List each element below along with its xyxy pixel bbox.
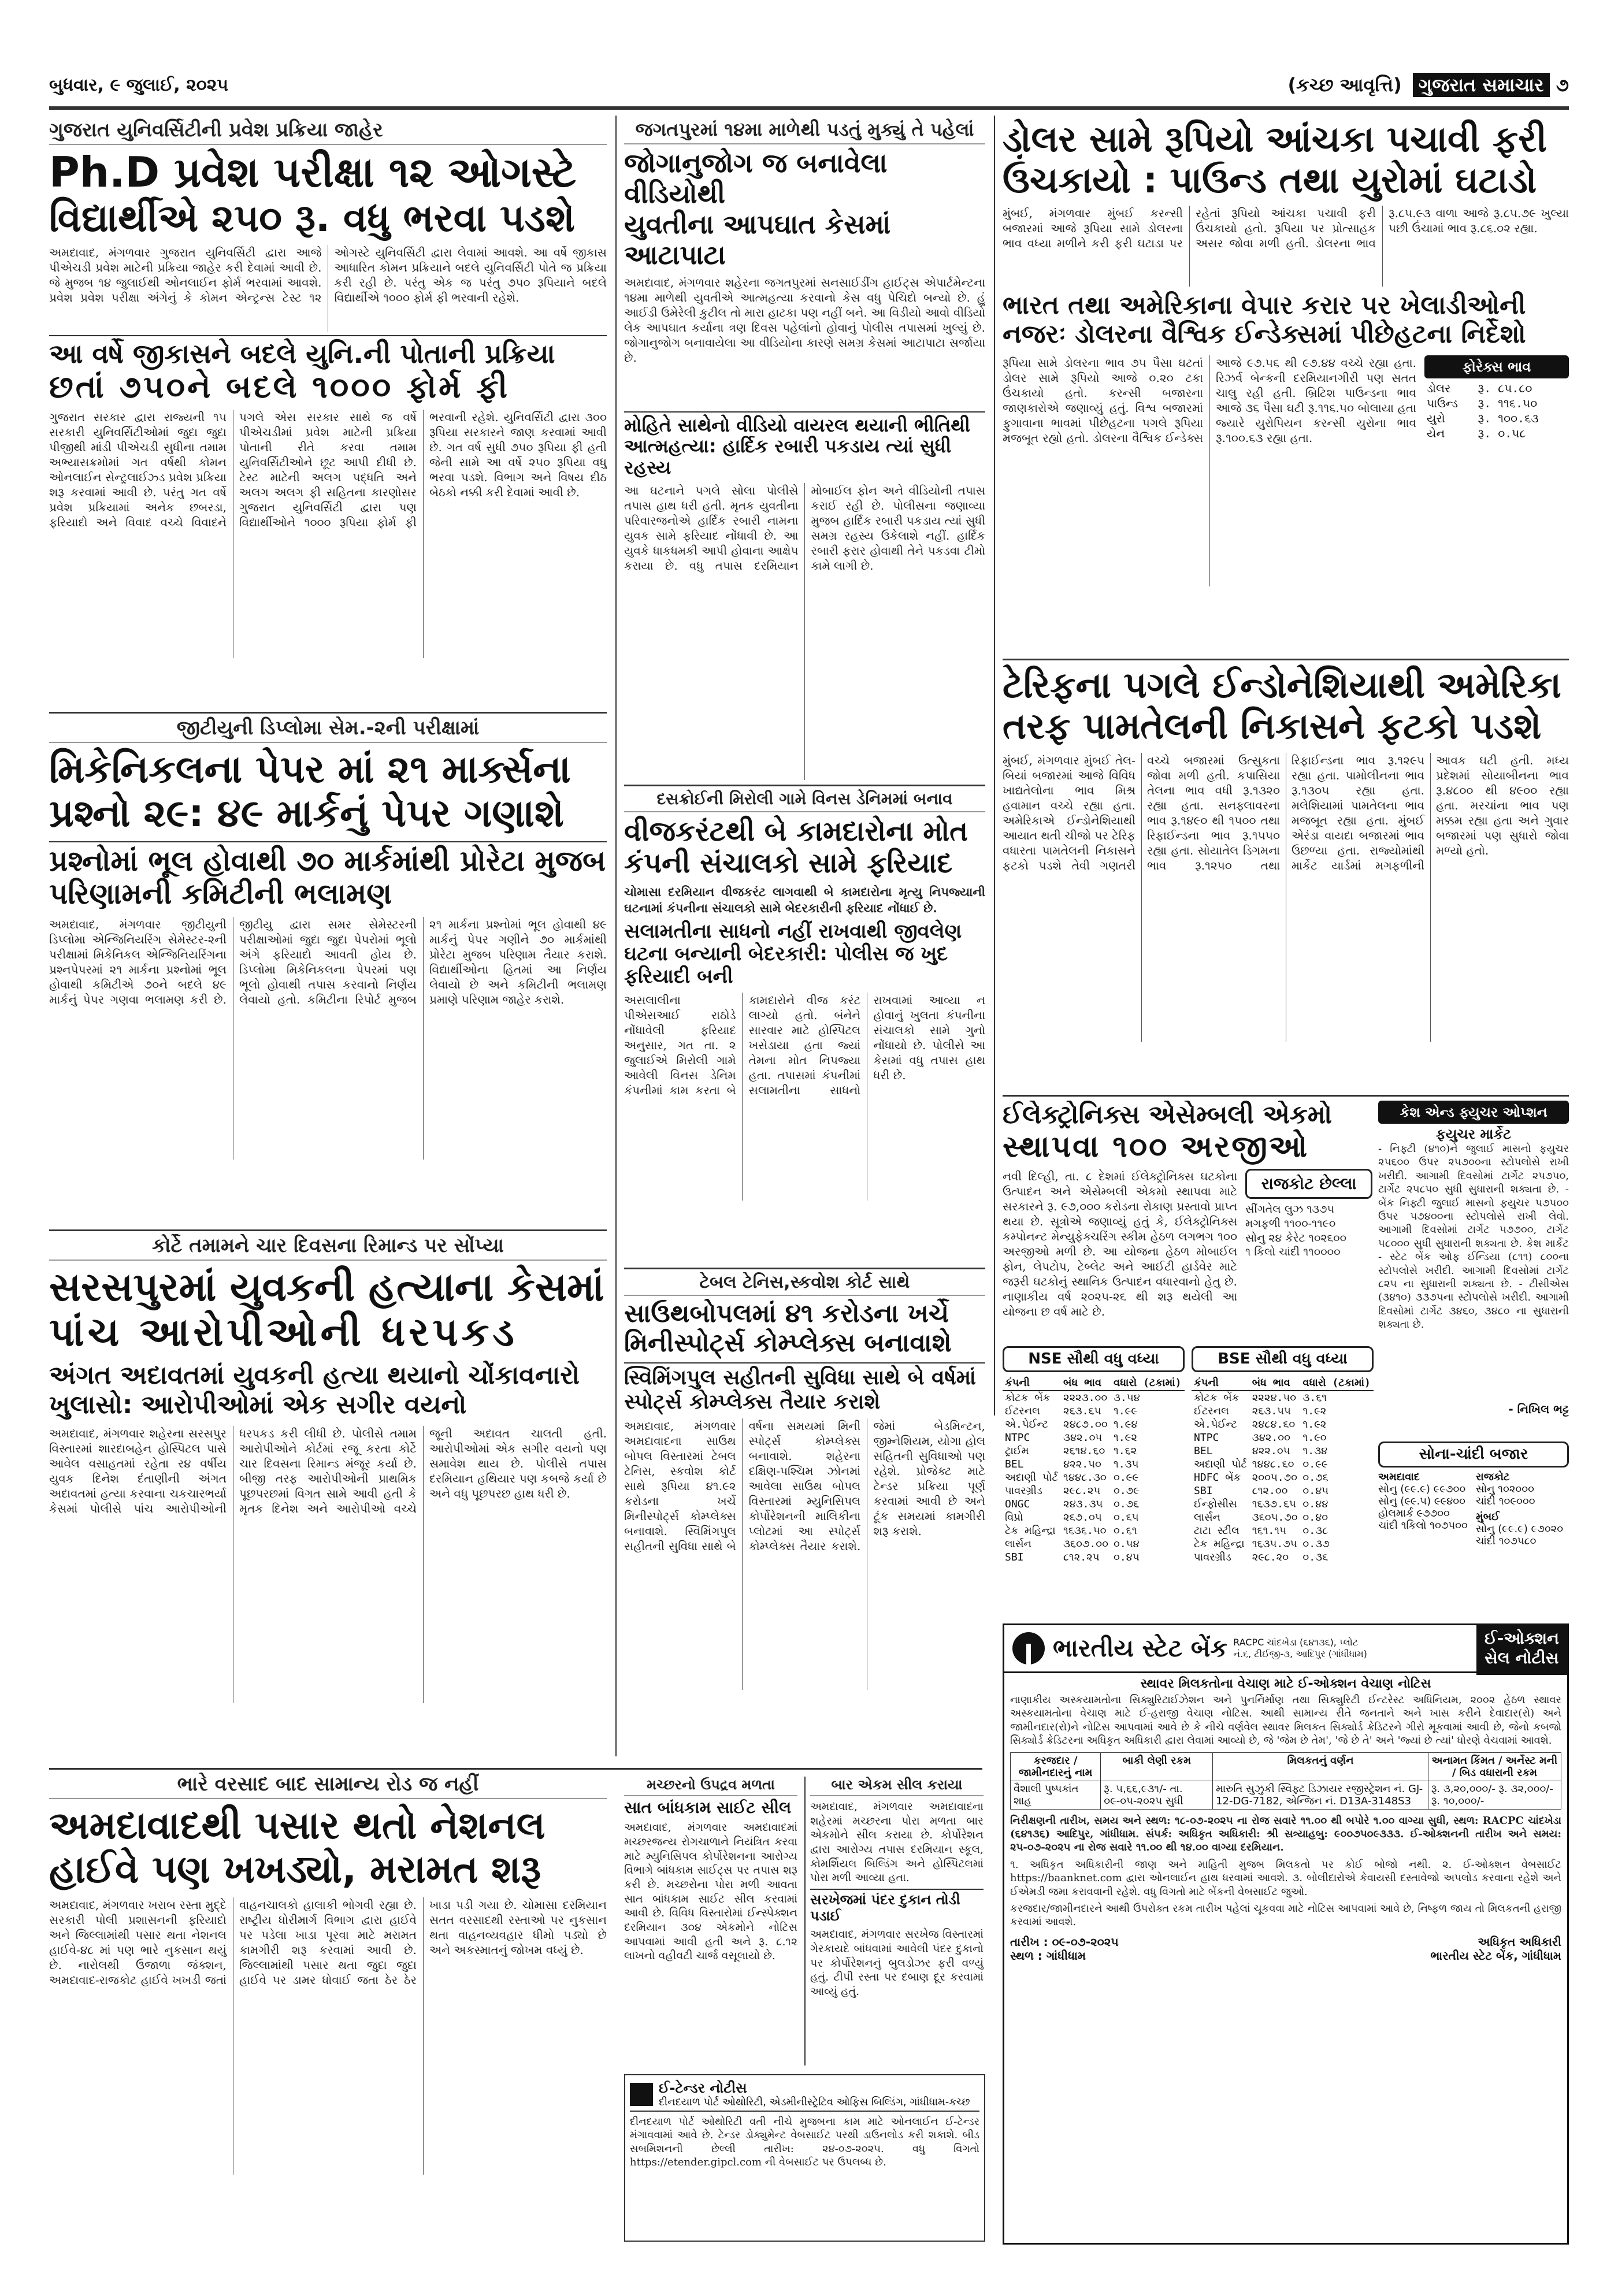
divider	[1003, 1095, 1569, 1097]
signatory: ભારતીય સ્ટેટ બેંક, ગાંધીધામ	[1430, 1948, 1561, 1963]
article-seal-sites	[624, 1777, 797, 2065]
rate-line: હોલમાર્ક ૯૭૭૦૦	[1378, 1507, 1450, 1519]
table-cell: રૂ. ૧૦૦.૬૩	[1478, 411, 1539, 425]
table-cell: ૨૯૮.૨૦	[1252, 1551, 1289, 1563]
nse-title: NSE સૌથી વધુ વધ્યા	[1003, 1346, 1185, 1372]
table-row	[1192, 1391, 1374, 1405]
forex-table	[1424, 381, 1569, 441]
article-seal-units	[810, 1777, 984, 2065]
table-cell: ૧.૯૨	[1302, 1418, 1327, 1431]
auction-schedule: નિરીક્ષણની તારીખ, સમય અને સ્થળ: ૧૮-૦૭-૨૦૨૫ ના રોજ સવારે ૧૧.૦૦ થી બપોરે ૧.૦૦ વાગ્યા સુધી, સ્થળ: RACPC ચાંદખેડા (૬૪૧૩૬) આદિપુર, ગાંધીધામ. સંપર્ક: અધિકૃત અધિકારી: શ્રી સત્ર્યાહબુ: ૯૦૦૭૫૦૯૩૩૩. ઈ-ઓક્શનની તારીખ અને સમય: ૨૫-૦૭-૨૦૨૫ ના રોજ સવારે ૧૧.૦૦ થી ૧૪.૦૦ વાગ્યા દરમિયાન.	[1010, 1814, 1561, 1854]
table-cell: ૨૪૩.૩૫	[1063, 1498, 1103, 1510]
table-cell: પાવરગ્રીડ	[1005, 1485, 1042, 1497]
kicker: જગતપુરમાં ૧૪મા માળેથી પડતું મુક્યું તે પહેલાં	[624, 118, 985, 144]
table-cell: ૧૬૩૭.૬૫	[1252, 1498, 1296, 1510]
table-cell: ૨૪૮૭.૦૦	[1063, 1418, 1108, 1431]
table-row	[1192, 1484, 1374, 1498]
table-cell: ઈટરનલ	[1194, 1405, 1229, 1417]
table-row	[1192, 1444, 1374, 1458]
table-row	[1192, 1537, 1374, 1551]
subheadline: સ્વિમિંગપુલ સહીતની સુવિધા સાથે બે વર્ષમાં સ્પોર્ટ્સ કોમ્પ્લેક્સ તૈયાર કરાશે	[624, 1362, 985, 1414]
table-cell: ટાટા સ્ટીલ	[1194, 1525, 1240, 1537]
table-row	[1003, 1524, 1185, 1537]
table-cell: ONGC	[1005, 1498, 1030, 1510]
table-cell: ટ્રાઈમ	[1005, 1445, 1029, 1457]
table-cell: ૧.૯૪	[1114, 1418, 1138, 1431]
article-body: અમદાવાદ, મંગળવાર શહેરના જગતપુરમાં સનસાઈડીંગ હાઈટ્સ એપાર્ટમેન્ટના ૧૪મા માળેથી યુવતીએ આત્મહત્યા કરવાનો કેસ વધુ પેચિદો બન્યો છે. હું આઈડી ઉમેરેલી કુટીલ તો મારા હાટકા પણ નહીં બને. આ વિડીયો આવો વીડિયો લેક આપઘાત કર્યાના ત્રણ દિવસ પહેલાંનો હોવાનું પોલીસ તપાસમાં ખુલ્યું છે. જોગાનુજોગ બનાવાયેલા આ વીડિયોના કારણે સમગ્ર કેસમાં આટાપાટા સર્જાયા છે.	[624, 275, 985, 365]
bullion-city: મુંબઈ	[1476, 1511, 1500, 1523]
table-cell: ૦.૭૬	[1302, 1472, 1328, 1484]
rate-line: ચાંદી ૧૦૯૦૦૦	[1476, 1495, 1535, 1507]
table-cell: ઈન્ફોસીસ	[1194, 1498, 1237, 1510]
article-body: અમદાવાદ, મંગળવાર શહેરના સરસપુર વિસ્તારમાં શારદાબહેન હોસ્પિટલ પાસે આવેલ વસાહતમાં રહેતા ર૪ વર્ષીય યુવક દિનેશ દંતાણીની અંગત અદાવતમાં હત્યા કરવાના ચકચારભર્યા કેસમાં પોલીસે પાંચ આરોપીઓની ધરપકડ કરી લીધી છે. પોલીસે તમામ આરોપીઓને કોર્ટમાં રજૂ કરતા કોર્ટે ચાર દિવસના રિમાન્ડ મંજૂર કર્યા છે. બીજી તરફ આરોપીઓની પ્રાથમિક પૂછપરછમાં વિગત સામે આવી હતી કે મૃતક દિનેશ અને આરોપીઓ વચ્ચે જૂની અદાવત ચાલતી હતી. આરોપીઓમાં એક સગીર વયનો પણ સમાવેશ થાય છે. પોલીસે તપાસ દરમિયાન હથિયાર પણ કબજે કર્યા છે અને વધુ પૂછપરછ હાથ ધરી છે.	[49, 1426, 607, 1515]
table-cell: ૩૬૦૭.૦૦	[1063, 1538, 1108, 1550]
port-logo-icon	[630, 2083, 653, 2106]
table-cell: એ.પેઈન્ટ	[1005, 1418, 1048, 1431]
table-cell: પાવરગ્રીડ	[1194, 1551, 1231, 1563]
divider	[49, 712, 607, 714]
table-cell: ટેક મહિન્દ્રા	[1194, 1538, 1245, 1550]
headline: સરસપુરમાં યુવકની હત્યાના કેસમાં	[49, 1265, 604, 1310]
column-rule	[804, 1777, 806, 2065]
table-cell: ૦.૯૯	[1114, 1472, 1138, 1484]
table-cell: BEL	[1194, 1445, 1213, 1457]
paper-edition	[1288, 74, 1569, 96]
table-cell: ૧.૯૦	[1302, 1432, 1327, 1444]
table-cell: યુરો	[1427, 411, 1445, 425]
table-cell: ૧.૯૨	[1302, 1405, 1327, 1417]
table-cell: ૨૬૧૪.૬૦	[1063, 1445, 1105, 1457]
rate-line: સીંગતેલ લુઝ ૧૩૭૫	[1245, 1203, 1334, 1216]
table-row	[1003, 1418, 1185, 1431]
fno-title: કેશ એન્ડ ફ્યુચર ઓપ્શન	[1378, 1101, 1569, 1124]
rate-line: સોનુ ૨૪ કેરેટ ૧૦૨૬૦૦	[1245, 1231, 1347, 1244]
rajkot-rates	[1245, 1202, 1372, 1260]
auction-terms: ૧. અધિકૃત અધિકારીની જાણ અને માહિતી મુજબ મિલકતો પર કોઈ બોજો નથી. ૨. ઈ-ઓક્શન વેબસાઈટ https://baanknet.com દ્વારા ઓનલાઈન હાથ ધરવામાં આવશે. ૩. બોલીદારોએ કેવાયસી દસ્તાવેજો અપલોડ કરવાના રહેશે અને ઈએમડી જમા કરાવવાની રહેશે. વધુ વિગતો માટે બેંકની વેબસાઈટ જુઓ.	[1010, 1858, 1561, 1898]
col-header: બાકી લેણી રકમ	[1101, 1752, 1213, 1781]
col-header: મિલકતનું વર્ણન	[1213, 1752, 1428, 1781]
notice-intro: સ્થાવર મિલકતોના વેચાણ માટે ઈ-ઓક્શન વેચાણ નોટિસ	[1140, 1677, 1431, 1691]
headline: ઈલેક્ટ્રોનિક્સ એસેમ્બલી એકમો	[1003, 1101, 1332, 1130]
notice-date: તારીખ : ૦૯-૦૭-૨૦૨૫	[1010, 1934, 1119, 1949]
bullion-city: અમદાવાદ	[1378, 1471, 1420, 1483]
article-body: મુંબઈ, મંગળવાર મુંબઈ કરન્સી બજારમાં આજે રૂપિયા સામે ડોલરના ભાવ વધ્યા મળીને કરી ફરી ઘટાડા પર રહેતાં રૂપિયો આંચકા પચાવી ફરી ઉંચકાયો હતો. રૂપિયા પર પ્રોત્સાહક અસર જોવા મળી હતી. ડોલરના ભાવ રૂ.૮૫.૯૩ વાળા આજે રૂ.૮૫.૭૯ ખુલ્યા પછી ઉંચામાં ભાવ રૂ.૮૬.૦૨ રહ્યા.	[1003, 206, 1569, 250]
article-body: અસલાલીના પીએસઆઈ રાઠોડે નોંધાવેલી ફરિયાદ અનુસાર, ગત તા. ૨ જુલાઈએ મિરોલી ગામે આવેલી વિનસ ડેનિમ કંપનીમાં કામ કરતા બે કામદારોને વીજ કરંટ લાગ્યો હતો. બંનેને સારવાર માટે હોસ્પિટલ ખસેડાયા હતા જ્યાં તેમના મોત નિપજ્યા હતા. તપાસમાં કંપનીમાં સલામતીના સાધનો રાખવામાં આવ્યા ન હોવાનું ખુલતા કંપનીના સંચાલકો સામે ગુનો નોંધાયો છે. પોલીસે આ કેસમાં વધુ તપાસ હાથ ધરી છે.	[624, 993, 985, 1098]
article-denim	[624, 789, 985, 1263]
table-cell: ૧૪૪૮.૬૦	[1252, 1458, 1294, 1470]
headline: કંપની સંચાલકો સામે ફરિયાદ	[624, 847, 953, 880]
subheadline: આ વર્ષે જીકાસને બદલે યુનિ.ની પોતાની પ્રક્રિયા	[49, 335, 607, 369]
table-cell: ૦.૫૪	[1114, 1538, 1140, 1550]
table-cell: ૮૧૨.૦૦	[1252, 1485, 1288, 1497]
table-cell: ૦.૩૮	[1302, 1525, 1328, 1537]
sbi-logo-icon	[1012, 1632, 1045, 1665]
table-cell: ૦.૪૫	[1302, 1485, 1329, 1497]
bullion-city: રાજકોટ	[1476, 1471, 1510, 1483]
table-cell: ૦.૪૦	[1302, 1511, 1328, 1524]
divider	[49, 1229, 607, 1231]
table-cell: ૦.૪૫	[1114, 1551, 1140, 1563]
article-tariff	[1003, 664, 1569, 1092]
table-cell: ૩.૬૧	[1302, 1392, 1327, 1404]
table-cell: રૂ. ૧૧૬.૫૦	[1478, 396, 1538, 410]
table-cell: એ.પેઈન્ટ	[1194, 1418, 1237, 1431]
headline: સ્થાપવા ૧૦૦ અરજીઓ	[1003, 1129, 1309, 1164]
tender-org: દીનદયાળ પોર્ટ ઓથોરિટી, એડમીનીસ્ટ્રેટિવ ઓફિસ બિલ્ડિંગ, ગાંધીધામ-કચ્છ	[659, 2096, 970, 2108]
subheadline: સલામતીના સાધનો નહીં રાખવાથી જીવલેણ ઘટના બન્યાની બેદરકારી: પોલીસ જ ખુદ ફરિયાદી બની	[624, 919, 962, 989]
fno-box	[1378, 1101, 1569, 1436]
table-cell: કોટક બેંક	[1194, 1392, 1240, 1404]
table-row	[1424, 381, 1569, 396]
table-cell: લાર્સન	[1005, 1538, 1032, 1550]
table-cell: ઈટરનલ	[1005, 1405, 1040, 1417]
forex-title: ફોરેક્સ ભાવ	[1424, 355, 1569, 378]
notice-footer: કરજદાર/જામીનદારને આથી ઉપરોક્ત રકમ તારીખ પહેલાં ચૂકવવા માટે નોટિસ આપવામાં આવે છે, નિષ્ફળ જાય તો મિલકતની હરાજી કરવામાં આવશે.	[1010, 1902, 1561, 1929]
rate-line: સોનુ (૯૯.૯) ૯૯૭૦૦	[1378, 1483, 1466, 1495]
column-rule	[994, 116, 995, 1416]
tender-header	[630, 2080, 979, 2112]
table-row	[1192, 1524, 1374, 1537]
table-cell: ૦.૪૪	[1302, 1498, 1328, 1510]
table-row	[1424, 411, 1569, 426]
table-row	[1003, 1471, 1185, 1484]
auction-table	[1010, 1752, 1561, 1810]
table-cell: SBI	[1005, 1551, 1024, 1563]
table-row	[1192, 1498, 1374, 1511]
table-cell: રૂ. ૦.૫૮	[1478, 426, 1526, 440]
table-row	[1192, 1431, 1374, 1444]
table-cell: ૦.૭૬	[1114, 1498, 1140, 1510]
table-cell: ૦.૬૧	[1114, 1525, 1137, 1537]
headline: યુવતીના આપઘાત કેસમાં આટાપાટા	[624, 208, 891, 270]
table-cell: લાર્સન	[1194, 1511, 1221, 1524]
table-cell: ૦.૩૬	[1302, 1551, 1328, 1563]
table-cell: ૪૨૨.૫૦	[1063, 1458, 1101, 1470]
rate-line: સોનુ (૯૯.૫) ૯૯૪૦૦	[1378, 1495, 1465, 1507]
rate-line: મગફળી ૧૧૦૦-૧૧૯૦	[1245, 1217, 1336, 1231]
rate-line: સોનુ (૯૯.૯) ૯૭૦૨૦	[1476, 1523, 1564, 1535]
table-row	[1003, 1511, 1185, 1524]
table-cell: ૩.૫૪	[1114, 1392, 1140, 1404]
headline: મિકેનિકલના પેપર માં ૨૧ માર્ક્સના	[49, 747, 571, 792]
article-body: અમદાવાદ, મંગળવાર ગુજરાત યુનિવર્સિટી દ્વારા આજે પીએચડી પ્રવેશ માટેની પ્રક્રિયા જાહેર કરી દેવામાં આવી છે. જે મુજબ ૧૪ જુલાઈથી ઓનલાઈન ફોર્મ ભરવામાં આવશે. પ્રવેશ પ્રવેશ પરીક્ષા અંગેનું કે કોમન એન્ટ્રન્સ ટેસ્ટ ૧૨ ઓગસ્ટે યુનિવર્સિટી દ્વારા લેવામાં આવશે. આ વર્ષે જીકાસ આધારિત કોમન પ્રક્રિયાને બદલે યુનિવર્સિટી પોતે જ પ્રક્રિયા કરી રહી છે. પરંતુ એક જ પરંતુ ૭૫૦ રૂપિયાને બદલે વિદ્યાર્થીએ ૧૦૦૦ ફોર્મ ફી ભરવાની રહેશે.	[49, 245, 607, 304]
table-cell: રૂ. ૮૫.૮૦	[1478, 381, 1532, 395]
table-cell: ૦.૯૯	[1302, 1458, 1328, 1470]
table-cell: ૧૬૩૬.૫૦	[1063, 1525, 1107, 1537]
headline: તરફ પામતેલની નિકાસને ફટકો પડશે	[1003, 705, 1542, 748]
table-cell: ૧.૯૨	[1114, 1432, 1137, 1444]
kicker: કોર્ટે તમામને ચાર દિવસના રિમાન્ડ પર સોંપ્યા	[49, 1234, 607, 1261]
table-cell: પાઉન્ડ	[1427, 396, 1458, 410]
fno-author: - નિખિલ ભટ્ટ	[1508, 1402, 1569, 1416]
table-row	[1003, 1431, 1185, 1444]
table-cell: ૦.૬૫	[1114, 1511, 1139, 1524]
article-body: આ ઘટનાને પગલે સોલા પોલીસે તપાસ હાથ ધરી હતી. મૃતક યુવતીના પરિવારજનોએ હાર્દિક રબારી નામના યુવક સામે ફરિયાદ નોંધાવી છે. આ યુવકે ધાકધમકી આપી હોવાના આક્ષેપ કરાયા છે. વધુ તપાસ દરમિયાન મોબાઈલ ફોન અને વીડિયોની તપાસ કરાઈ રહી છે. પોલીસના જણાવ્યા મુજબ હાર્દિક રબારી પકડાય ત્યાં સુધી સમગ્ર રહસ્ય ઉકેલાશે નહીં. હાર્દિક રબારી ફરાર હોવાથી તેને પકડવા ટીમો કામે લાગી છે.	[624, 483, 985, 573]
bse-title: BSE સૌથી વધુ વધ્યા	[1192, 1346, 1374, 1372]
subheadline: મોહિતે સાથેનો વીડિયો વાયરલ થયાની ભીતિથી આત્મહત્યા: હાર્દિક રબારી પકડાય ત્યાં સુધી રહસ્ય	[624, 411, 985, 478]
rajkot-box	[1245, 1169, 1372, 1342]
headline: ડોલર સામે રૂપિયો આંચકા પચાવી ફરી	[1003, 118, 1547, 160]
tender-notice	[624, 2074, 985, 2242]
table-cell: કોટક બેંક	[1005, 1392, 1051, 1404]
table-cell: ૧૪૪૮.૩૦	[1063, 1472, 1107, 1484]
article-dollar	[1003, 118, 1569, 656]
borrower-name: વૈશાલી પુષ્પકાંત શાહ	[1011, 1781, 1101, 1809]
headline: હાઈવે પણ ખખડ્યો, મરામત શરૂ	[49, 1847, 541, 1892]
headline: જોગાનુજોગ જ બનાવેલા વીડિયોથી	[624, 147, 888, 209]
table-cell: ૧૬૧.૧૫	[1252, 1525, 1286, 1537]
rate-line: ચાંદી ૧કિલો ૧૦૭૫૦૦	[1378, 1519, 1468, 1532]
headline: વિદ્યાર્થીએ ૨૫૦ રૂ. વધુ ભરવા પડશે	[49, 195, 575, 240]
col-header: અનામત કિંમત / અર્નેસ્ટ મની / બિડ વધારાની રકમ	[1428, 1752, 1561, 1781]
article-body: અમદાવાદ, મંગળવાર સરખેજ વિસ્તારમાં ગેરકાયદે બાંધવામાં આવેલી પંદર દુકાનો પર કોર્પોરેશનનું બુલડોઝર ફરી વળ્યું હતું. ટીપી રસ્તા પર દબાણ દૂર કરવામાં આવ્યું હતું.	[810, 1928, 984, 1998]
article-gtu	[49, 716, 607, 1225]
col-header: કરજદાર / જામીનદારનું નામ	[1011, 1752, 1101, 1781]
table-cell: ૨૦૦૫.૭૦	[1252, 1472, 1297, 1484]
table-cell: યેન	[1427, 426, 1445, 440]
table-row	[1192, 1418, 1374, 1431]
divider	[624, 785, 985, 786]
article-body: અમદાવાદ, મંગળવાર અમદાવાદના શહેરમાં મચ્છરના પોરા મળતા બાર એકમોને સીલ કરાયા છે. કોર્પોરેશન દ્વારા આરોગ્ય તપાસ દરમિયાન સ્કૂલ, કોમર્શિયલ બિલ્ડિંગ અને હોસ્પિટલમાં પોરા મળી આવ્યા હતા.	[810, 1800, 984, 1885]
bullion-title: સોના-ચાંદી બજાર	[1378, 1441, 1569, 1467]
outstanding-amount: રૂ. ૫,૬૬,૯૩૧/- તા. ૦૯-૦૫-૨૦૨૫ સુધી	[1101, 1781, 1213, 1809]
fno-body: - નિફ્ટી (૪૧૦)ને જુલાઈ માસનો ફયુચર ૨૫૬૦૦ ઉપર ૨૫૭૦૦ના સ્ટોપલોસે રાખી ખરીદી. આગામી દિવસોમાં ટાર્ગેટ ૨૫૭૫૦, ટાર્ગેટ ૨૫૮૫૦ સુધી સુધારાની શક્યતા છે. - બેંક નિફ્ટી જુલાઈ માસનો ફયુચર ૫૭૫૦૦ ઉપર ૫૭૪૦૦ના સ્ટોપલોસે રાખી લેવો. આગામી દિવસોમાં ટાર્ગેટ ૫૭૭૦૦, ટાર્ગેટ ૫૮૦૦૦ સુધી સુધારાની શક્યતા છે. કેશ માર્કેટ - સ્ટેટ બેંક ઓફ ઈન્ડિયા (૮૧૧) ૮૦૦ના સ્ટોપલોસે ખરીદી. આગામી દિવસોમાં ટાર્ગેટ ૮૨૫ ના સુધારાની શક્યતા છે. - ટીસીએસ (૩૪૧૦) ૩૩૭૫ના સ્ટોપલોસે ખરીદી. આગામી દિવસોમાં ટાર્ગેટ ૩૪૬૦, ૩૪૮૦ ના સુધારાની શક્યતા છે.	[1378, 1143, 1569, 1331]
table-row	[1003, 1444, 1185, 1458]
forex-box	[1424, 355, 1569, 586]
masthead	[49, 69, 1569, 110]
table-row	[1003, 1458, 1185, 1471]
table-cell: ૧.૩૫	[1114, 1458, 1139, 1470]
subheadline: છતાં ૭૫૦ને બદલે ૧૦૦૦ ફોર્મ ફી	[49, 368, 510, 405]
table-cell: ૦.૩૭	[1302, 1538, 1330, 1550]
kicker: દસક્રોઈની મિરોલી ગામે વિનસ ડેનિમમાં બનાવ	[624, 789, 985, 812]
bse-box	[1192, 1346, 1374, 1612]
col-header: બંધ ભાવ	[1250, 1376, 1301, 1391]
tender-title: ઈ-ટેન્ડર નોટીસ	[659, 2080, 747, 2096]
kicker: મચ્છરનો ઉપદ્રવ મળતા	[624, 1777, 797, 1796]
table-cell: ૨૬૩.૬૫	[1063, 1405, 1101, 1417]
subheadline: અંગત અદાવતમાં યુવકની હત્યા થયાનો ચોંકાવનારો ખુલાસો: આરોપીઓમાં એક સગીર વયનો	[49, 1361, 580, 1420]
article-body: મુંબઈ, મંગળવાર મુંબઈ તેલ-બિયાં બજારમાં આજે વિવિધ ખાદ્યતેલોના ભાવ મિશ્ર હવામાન વચ્ચે રહ્યા હતા. અમેરિકાએ ઈન્ડોનેશિયાથી આયાત થતી ચીજો પર ટેરિફ વધારતા પામતેલની નિકાસને ફટકો પડશે તેવી ગણતરી વચ્ચે બજારમાં ઉત્સુકતા જોવા મળી હતી. કપાસિયા તેલના ભાવ વધી રૂ.૧૩૨૦ રહ્યા હતા. સનફ્લાવરના ભાવ રૂ.૧૪૯૦ થી ૧૫૦૦ તથા રિફાઈન્ડના ભાવ રૂ.૧૫૫૦ રહ્યા હતા. સોયાતેલ ડિગમના ભાવ રૂ.૧૨૫૦ તથા રિફાઈન્ડના ભાવ રૂ.૧૨૯૫ રહ્યા હતા. પામોલીનના ભાવ રૂ.૧૩૦૫ રહ્યા હતા. મલેશિયામાં પામતેલના ભાવ મજબૂત રહ્યા હતા. મુંબઈ એરંડા વાયદા બજારમાં ભાવ ઉછળ્યા હતા. રાજ્યોમાંથી માર્કેટ યાર્ડમાં મગફળીની આવક ઘટી હતી. મધ્ય પ્રદેશમાં સોયાબીનના ભાવ રૂ.૪૮૦૦ થી ૪૯૦૦ રહ્યા હતા. મરચાંના ભાવ પણ મક્કમ રહ્યા હતા અને ગુવાર બજારમાં પણ સુધારો જોવા મળ્યો હતો.	[1003, 753, 1569, 872]
table-cell: HDFC બેંક	[1194, 1472, 1241, 1484]
subheadline: પ્રશ્નોમાં ભૂલ હોવાથી ૭૦ માર્કમાંથી પ્રોરેટા મુજબ પરિણામની કમિટીની ભલામણ	[49, 841, 607, 911]
nse-table	[1003, 1376, 1185, 1564]
table-cell: ૨૪૮૪.૬૦	[1252, 1418, 1296, 1431]
paper-logo: ગુજરાત સમાચાર	[1413, 73, 1550, 97]
divider	[624, 1268, 985, 1269]
tender-body: દીનદયાળ પોર્ટ ઓથોરિટી વતી નીચે મુજબના કામ માટે ઓનલાઈન ઈ-ટેન્ડર મંગાવવામાં આવે છે. ટેન્ડર ડોક્યુમેન્ટ વેબસાઈટ પરથી ડાઉનલોડ કરી શકાશે. બીડ સબમિશનની છેલ્લી તારીખ: ૨૪-૦૭-૨૦૨૫. વધુ વિગતો https://etender.gipcl.com ની વેબસાઈટ પર ઉપલબ્ધ છે.	[630, 2116, 979, 2169]
table-cell: ૧.૯૯	[1114, 1405, 1137, 1417]
subheadline: ભારત તથા અમેરિકાના વેપાર કરાર પર ખેલાડીઓની	[1003, 290, 1526, 320]
bullion-rates	[1378, 1483, 1471, 1532]
table-cell: BEL	[1005, 1458, 1024, 1470]
table-cell: ૨૬૭.૦૫	[1063, 1511, 1102, 1524]
kicker: ટેબલ ટેનિસ,સ્કવોશ કોર્ટ સાથે	[624, 1272, 985, 1296]
article-gu-univ	[49, 118, 607, 708]
notice-place: સ્થળ : ગાંધીધામ	[1010, 1948, 1086, 1963]
table-row	[1192, 1511, 1374, 1524]
sbi-header	[1004, 1625, 1567, 1673]
table-cell: ૨૨૨૪.૫૦	[1252, 1392, 1297, 1404]
article-suicide	[624, 118, 985, 780]
headline: વીજકરંટથી બે કામદારોના મોત	[624, 815, 968, 848]
table-row	[1192, 1471, 1374, 1484]
table-row	[1011, 1781, 1561, 1809]
headline: ટેરિફના પગલે ઈન્ડોનેશિયાથી અમેરિકા	[1003, 664, 1561, 706]
table-row	[1003, 1391, 1185, 1405]
table-cell: અદાણી પોર્ટ	[1005, 1472, 1058, 1484]
branch-address: RACPC ચાંદખેડા (૬૪૧૩૬), પ્લોટ નં.૬, ટીઈજી-૩, આદિપુર (ગાંધીધામ)	[1233, 1637, 1367, 1659]
fno-kicker: ફયુચર માર્કેટ	[1435, 1126, 1512, 1142]
kicker: જીટીયુની ડિપ્લોમા સેમ.-૨ની પરીક્ષામાં	[49, 716, 607, 743]
rajkot-title: રાજકોટ છેલ્લા	[1245, 1169, 1372, 1199]
headline: સાત બાંધકામ સાઈટ સીલ	[624, 1798, 792, 1817]
rate-line: ચાંદી ૧૦૭૫૮૦	[1476, 1535, 1537, 1547]
table-cell: ૧.૩૪	[1302, 1445, 1328, 1457]
table-row	[1192, 1458, 1374, 1471]
bse-table	[1192, 1376, 1374, 1564]
table-cell: વિપ્રો	[1005, 1511, 1023, 1524]
article-body: અમદાવાદ, મંગળવાર જીટીયુની ડિપ્લોમા એન્જિનિયરિંગ સેમેસ્ટર-૨ની પરીક્ષામાં મિકેનિકલ એન્જિનિયરિંગના પ્રશ્નપેપરમાં ૨૧ માર્કના પ્રશ્નોમાં ભૂલ હોવાથી કમિટીએ ૭૦ને બદલે ૪૯ માર્કનું પેપર ગણવા ભલામણ કરી છે. જીટીયુ દ્વારા સમર સેમેસ્ટરની પરીક્ષાઓમાં જુદા જુદા પેપરોમાં ભૂલો અંગે ફરિયાદો આવતી હોય છે. ડિપ્લોમા મિકેનિકલના પેપરમાં પણ ભૂલો હોવાથી તપાસ કરવાનો નિર્ણય લેવાયો હતો. કમિટીના રિપોર્ટ મુજબ ૨૧ માર્કના પ્રશ્નોમાં ભૂલ હોવાથી ૪૯ માર્કનું પેપર ગણીને ૭૦ માર્કમાંથી પ્રોરેટા મુજબ પરિણામ તૈયાર કરાશે. વિદ્યાર્થીઓના હિતમાં આ નિર્ણય લેવાયો છે અને કમિટીની ભલામણ પ્રમાણે પરિણામ જાહેર કરાશે.	[49, 917, 607, 1006]
column-rule	[615, 116, 617, 1756]
table-cell: ડોલર	[1427, 381, 1451, 395]
headline: પાંચ આરોપીઓની ધરપકડ	[49, 1310, 518, 1356]
table-row	[1424, 426, 1569, 441]
article-sports	[624, 1272, 985, 1740]
bullion-rates	[1476, 1523, 1569, 1547]
divider	[1003, 659, 1569, 660]
table-cell: ૮૧૨.૨૫	[1063, 1551, 1100, 1563]
table-cell: ૨૬૩.૫૫	[1252, 1405, 1291, 1417]
table-row	[1424, 396, 1569, 411]
article-body: ગુજરાત સરકાર દ્વારા રાજ્યની ૧૫ સરકારી યુનિવર્સિટીઓમાં જુદા જુદા પીજીથી માંડી પીએચડી સુધીના તમામ અભ્યાસક્રમોમાં ગત વર્ષથી કોમન ઓનલાઈન સેન્ટ્રલાઈઝ્ડ પ્રવેશ પ્રક્રિયા શરૂ કરવામાં આવી છે. પરંતુ ગત વર્ષે પ્રવેશ પ્રક્રિયામાં અનેક છબરડા, ફરિયાદો અને વિવાદ વચ્ચે વિવાદને પગલે એસ સરકાર સાથે જ વર્ષે પીએચડીમાં પ્રવેશ માટેની પ્રક્રિયા પોતાની રીતે કરવા તમામ યુનિવર્સિટીઓને છૂટ આપી દીધી છે. ટેસ્ટ માટેની અલગ પદ્ધતિ અને અલગ અલગ ફી સહિતના કારણોસર ગુજરાત યુનિવર્સિટી દ્વારા પણ વિદ્યાર્થીઓને ૧૦૦૦ રૂપિયા ફોર્મ ફી ભરવાની રહેશે. યુનિવર્સિટી દ્વારા ૩૦૦ રૂપિયા સરકારને જાણ કરવામાં આવી છે. ગત વર્ષ સુધી ૭૫૦ રૂપિયા ફી હતી જેની સામે આ વર્ષે ૨૫૦ રૂપિયા વધુ ભરવા પડશે. વિભાગ અને વિષય દીઠ બેઠકો નક્કી કરી દેવામાં આવી છે.	[49, 410, 607, 529]
table-cell: ૨૯૮.૨૫	[1063, 1485, 1101, 1497]
subheadline: સરખેજમાં પંદર દુકાન તોડી પડાઈ	[810, 1889, 984, 1924]
table-row	[1003, 1405, 1185, 1418]
article-lead: ચોમાસા દરમિયાન વીજકરંટ લાગવાથી બે કામદારોના મૃત્યુ નિપજ્યાની ઘટનામાં કંપનીના સંચાલકો સામે બેદરકારીની ફરિયાદ નોંધાઈ છે.	[624, 885, 985, 915]
table-cell: ૩૪૨.૦૫	[1063, 1432, 1103, 1444]
sbi-auction-notice	[1003, 1623, 1569, 2245]
table-row	[1003, 1484, 1185, 1498]
issue-date: બુધવાર, ૯ જુલાઈ, ૨૦૨૫	[49, 75, 229, 95]
subheadline: નજરઃ ડોલરના વૈશ્વિક ઈન્ડેક્સમાં પીછેહટના નિર્દેશો	[1003, 319, 1526, 350]
col-header: વધારો (ટકામાં)	[1300, 1376, 1374, 1391]
headline: અમદાવાદથી પસાર થતો નેશનલ	[49, 1803, 545, 1848]
article-body: રૂપિયા સામે ડોલરના ભાવ ૭૫ પૈસા ઘટતાં ડોલર સામે રૂપિયો આજે ૦.૨૦ ટકા ઉંચકાયો હતો. કરન્સી બજારના જાણકારોએ જણાવ્યું હતું. વિશ્વ બજારમાં ફુગાવાના ભાવમાં પીછેહટના પગલે રૂપિયા મજબૂત રહ્યો હતો. ડોલરના વૈશ્વિક ઈન્ડેક્સ આજે ૯૭.૫૬ થી ૯૭.૪૪ વચ્ચે રહ્યા હતા. રિઝર્વ બેન્કની દરમિયાનગીરી પણ સતત ચાલુ રહી હતી. બ્રિટિશ પાઉન્ડના ભાવ આજે ૩૬ પૈસા ઘટી રૂ.૧૧૬.૫૦ બોલાયા હતા જ્યારે યુરોપિયન કરન્સી યુરોના ભાવ રૂ.૧૦૦.૬૩ રહ્યા હતા.	[1003, 355, 1416, 445]
kicker: બાર એકમ સીલ કરાયા	[810, 1777, 984, 1796]
table-cell: ટેક મહિન્દ્રા	[1005, 1525, 1056, 1537]
kicker: ગુજરાત યુનિવર્સિટીની પ્રવેશ પ્રક્રિયા જાહેર	[49, 118, 607, 145]
auction-label-line: સેલ નોટીસ	[1485, 1648, 1559, 1667]
headline: Ph.D પ્રવેશ પરીક્ષા ૧૨ ઓગસ્ટે	[49, 148, 577, 196]
bullion-box	[1378, 1441, 1569, 1615]
col-header: વધારો (ટકામાં)	[1111, 1376, 1185, 1391]
kicker: ભારે વરસાદ બાદ સામાન્ય રોડ જ નહીં	[49, 1773, 607, 1799]
notice-body: નાણાકીય અસ્કયામતોના સિક્યુરિટાઈઝેશન અને પુનર્નિર્માણ તથા સિક્યુરિટી ઈન્ટરેસ્ટ અધિનિયમ, ૨૦૦૨ હેઠળ સ્થાવર અસ્કયામતોના વેચાણ માટે ઈ-હરાજી વેચાણ નોટિસ. આથી સામાન્ય રીતે જનતાને અને ખાસ કરીને દેવાદાર(રો) અને જામીનદાર(રો)ને નોટિસ આપવામાં આવે છે કે નીચે વર્ણવેલ સ્થાવર મિલકત સિક્યોર્ડ ક્રેડિટરને ગીરો મૂકવામાં આવી છે, જેનો કબજો સિક્યોર્ડ ક્રેડિટરના અધિકૃત અધિકારી દ્વારા લેવામાં આવ્યો છે, જે 'જેમ છે તેમ', 'જે છે તે' અને 'જ્યાં છે ત્યાં' ધોરણે વેચવામાં આવશે.	[1010, 1694, 1561, 1747]
table-row	[1192, 1405, 1374, 1418]
table-cell: NTPC	[1194, 1432, 1219, 1444]
table-row	[1003, 1551, 1185, 1564]
article-body: નવી દિલ્હી, તા. ૮ દેશમાં ઈલેક્ટ્રોનિક્સ ઘટકોના ઉત્પાદન અને એસેમ્બલી એકમો સ્થાપવા માટે સરકારને રૂ. ૯૭,૦૦૦ કરોડના રોકાણ પ્રસ્તાવો પ્રાપ્ત થયા છે. સૂત્રોએ જણાવ્યું હતું કે, ઈલેક્ટ્રોનિક્સ કમ્પોનન્ટ મેન્યુફેક્ચરિંગ સ્કીમ હેઠળ લગભગ ૧૦૦ અરજીઓ મળી છે. આ યોજના હેઠળ મોબાઈલ ફોન, લેપટોપ, ટેબ્લેટ અને આઈટી હાર્ડવેર માટે જરૂરી ઘટકોનું સ્થાનિક ઉત્પાદન વધારવાનો હેતુ છે. નાણાકીય વર્ષ ૨૦૨૫-૨૬ થી શરૂ થયેલી આ યોજના છ વર્ષ માટે છે.	[1003, 1169, 1237, 1319]
bullion-rates	[1476, 1483, 1569, 1507]
auction-label-line: ઈ-ઓક્શન	[1485, 1629, 1559, 1648]
table-row	[1192, 1551, 1374, 1564]
table-cell: ૦.૭૯	[1114, 1485, 1140, 1497]
col-header: કંપની	[1192, 1376, 1250, 1391]
headline: સાઉથબોપલમાં ૪૧ કરોડના ખર્ચે	[624, 1299, 949, 1328]
edition-name: (કચ્છ આવૃત્તિ)	[1287, 74, 1402, 96]
headline: મિનીસ્પોર્ટ્સ કોમ્પ્લેક્સ બનાવાશે	[624, 1328, 952, 1358]
col-header: બંધ ભાવ	[1061, 1376, 1111, 1391]
article-body: અમદાવાદ, મંગળવાર અમદાવાદના સાઉથ બોપલ વિસ્તારમાં ટેબલ ટેનિસ, સ્કવોશ કોર્ટ સાથે રૂપિયા ૪૧.૯૨ કરોડના ખર્ચે મિનીસ્પોર્ટ્સ કોમ્પ્લેક્સ બનાવાશે. સ્વિમિંગપુલ સહીતની સુવિધા સાથે બે વર્ષના સમયમાં મિની સ્પોર્ટ્સ કોમ્પ્લેક્સ બનાવાશે. શહેરના દક્ષિણ-પશ્ચિમ ઝોનમાં આવેલા સાઉથ બોપલ વિસ્તારમાં મ્યુનિસિપલ કોર્પોરેશનની માલિકીના પ્લોટમાં આ સ્પોર્ટ્સ કોમ્પ્લેક્સ તૈયાર કરાશે. જેમાં બેડમિન્ટન, જીમ્નેશિયમ, યોગા હોલ સહિતની સુવિધાઓ પણ રહેશે. પ્રોજેક્ટ માટે ટેન્ડર પ્રક્રિયા પૂર્ણ કરવામાં આવી છે અને ટૂંક સમયમાં કામગીરી શરૂ કરાશે.	[624, 1418, 985, 1553]
rate-line: ૧ કિલો ચાંદી ૧૧૦૦૦૦	[1245, 1246, 1341, 1259]
table-row	[1003, 1498, 1185, 1511]
table-cell: NTPC	[1005, 1432, 1030, 1444]
bank-name: ભારતીય સ્ટેટ બેંક	[1053, 1634, 1228, 1662]
table-cell: ૧૬૩૫.૭૫	[1252, 1538, 1297, 1550]
table-cell: ૩૬૦૫.૭૦	[1252, 1511, 1298, 1524]
page-number: ૭	[1556, 74, 1569, 96]
article-body: અમદાવાદ, મંગળવાર ખરાબ રસ્તા મુદ્દે સરકારી પોલી પ્રશાસનની ફરિયાદો અને જિલ્લામાંથી પસાર થતા નેશનલ હાઈવે-૪૮ માં પણ ભારે નુકસાન થયું છે. નારોલથી ઉજાળા જંક્શન, અમદાવાદ-રાજકોટ હાઈવે ખખડી જતાં વાહનચાલકો હાલાકી ભોગવી રહ્યા છે. રાષ્ટ્રીય ધોરીમાર્ગ વિભાગ દ્વારા હાઈવે પર પડેલા ખાડા પૂરવા માટે મરામત કામગીરી શરૂ કરવામાં આવી છે. જિલ્લામાંથી પસાર થતા જુદા જુદા હાઈવે પર ડામર ધોવાઈ જતા ઠેર ઠેર ખાડા પડી ગયા છે. ચોમાસા દરમિયાન સતત વરસાદથી રસ્તાઓ પર નુકસાન થતા વાહનવ્યવહાર ધીમો પડ્યો છે અને અકસ્માતનું જોખમ વધ્યું છે.	[49, 1897, 607, 1987]
col-header: કંપની	[1003, 1376, 1061, 1391]
table-cell: ૩૪૨.૦૦	[1252, 1432, 1290, 1444]
signatory: અધિકૃત અધિકારી	[1478, 1934, 1561, 1949]
property-description: મારુતિ સુઝુકી સ્વિફ્ટ ડિઝાયર રજીસ્ટ્રેશન નં. GJ-12-DG-7182, એન્જિન નં. D13A-3148S3	[1213, 1781, 1428, 1809]
reserve-price: રૂ. ૩,૨૦,૦૦૦/- રૂ. ૩૨,૦૦૦/- રૂ. ૧૦,૦૦૦/-	[1428, 1781, 1561, 1809]
table-row	[1003, 1537, 1185, 1551]
rate-line: સોનુ ૧૦૨૦૦૦	[1476, 1483, 1534, 1495]
article-murder	[49, 1234, 607, 1766]
auction-label	[1476, 1623, 1567, 1675]
table-cell: ૪૨૨.૦૫	[1252, 1445, 1290, 1457]
table-cell: ૨૨૨૩.૦૦	[1063, 1392, 1108, 1404]
nse-box	[1003, 1346, 1185, 1612]
table-cell: ૧.૬૨	[1114, 1445, 1137, 1457]
article-body: અમદાવાદ, મંગળવાર અમદાવાદમાં મચ્છરજન્ય રોગચાળાને નિયંત્રિત કરવા માટે મ્યુનિસિપલ કોર્પોરેશનના આરોગ્ય વિભાગે બાંધકામ સાઈટ્સ પર તપાસ શરૂ કરી છે. મચ્છરોના પોરા મળી આવતા સાત બાંધકામ સાઈટ સીલ કરવામાં આવી છે. વિવિધ વિસ્તારોમાં ઈન્સ્પેક્શન દરમિયાન ૩૦૪ એકમોને નોટિસ આપવામાં આવી હતી અને રૂ. ૮.૧૨ લાખનો વહીવટી ચાર્જ વસૂલાયો છે.	[624, 1821, 797, 1963]
headline: પ્રશ્નો ૨૯: ૪૯ માર્કનું પેપર ગણાશે	[49, 790, 564, 835]
headline: ઉંચકાયો : પાઉન્ડ તથા યુરોમાં ઘટાડો	[1003, 159, 1537, 202]
divider	[49, 1768, 982, 1770]
table-cell: અદાણી પોર્ટ	[1194, 1458, 1247, 1470]
article-electronics	[1003, 1101, 1372, 1343]
table-cell: SBI	[1194, 1485, 1213, 1497]
